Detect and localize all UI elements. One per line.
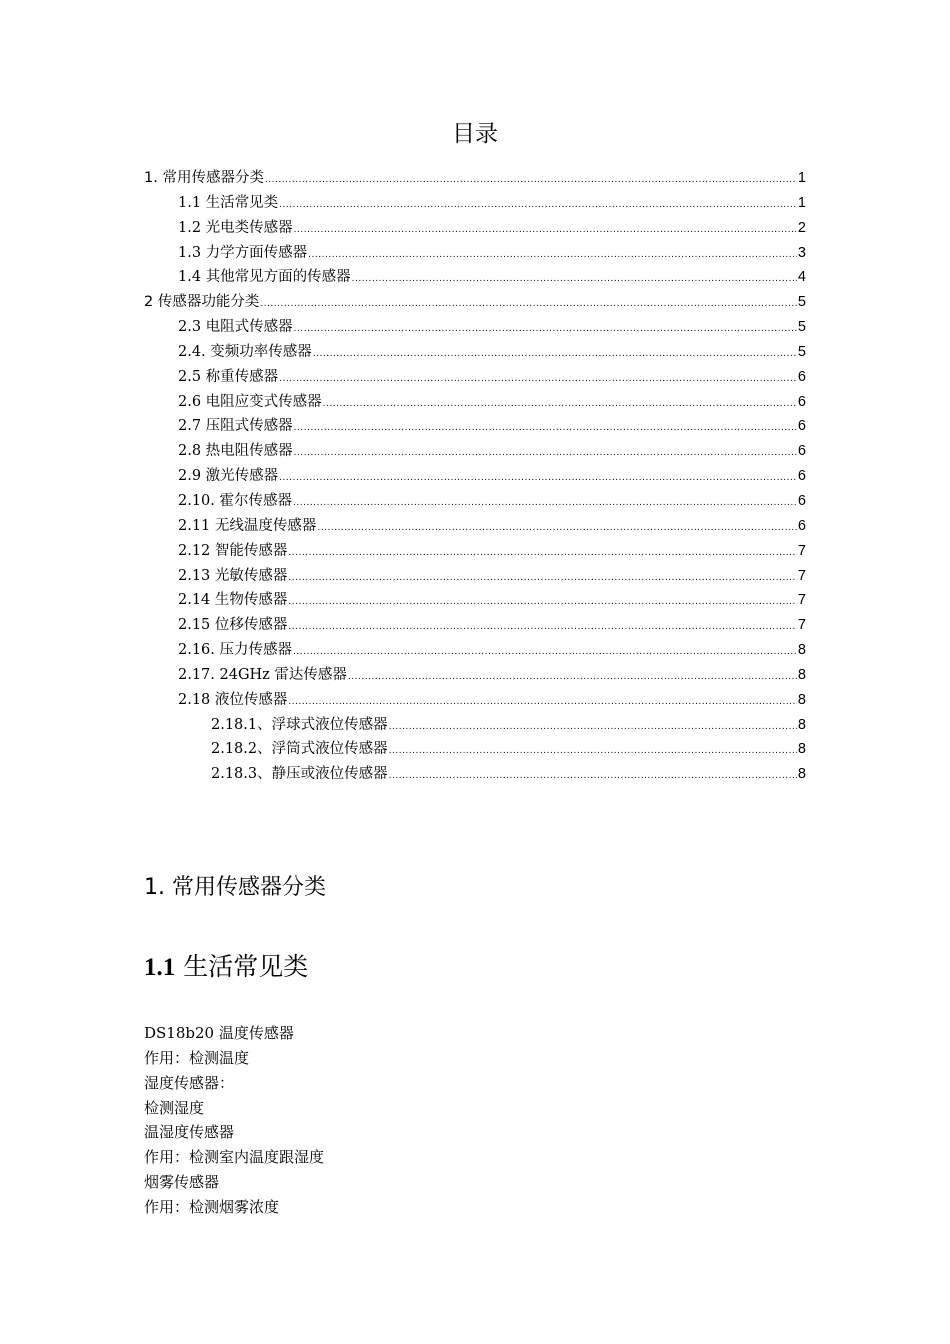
toc-entry-page: 8: [797, 666, 806, 683]
toc-entry-label: 2.11 无线温度传感器: [178, 517, 317, 534]
subsection-number: 1.1: [144, 954, 176, 981]
toc-dot-leader: [352, 274, 797, 284]
toc-dot-leader: [288, 573, 797, 583]
toc-entry-page: 1: [797, 170, 806, 186]
toc-entry-page: 8: [797, 642, 806, 659]
toc-dot-leader: [288, 697, 797, 707]
toc-entry-label: 2.4. 变频功率传感器: [178, 343, 312, 360]
section-heading: 1. 常用传感器分类: [144, 875, 326, 900]
toc-entry[interactable]: [144, 564, 806, 589]
toc-entry[interactable]: [144, 390, 806, 415]
toc-entry-page: 7: [797, 567, 806, 584]
toc-entry-page: 7: [797, 617, 806, 634]
toc-entry-label: 2.10. 霍尔传感器: [178, 492, 293, 509]
toc-entry-label: 2.5 称重传感器: [178, 368, 279, 385]
body-paragraph: 烟雾传感器: [144, 1173, 220, 1192]
toc-dot-leader: [288, 548, 797, 558]
toc-entry-label: 2.16. 压力传感器: [178, 642, 293, 659]
toc-dot-leader: [323, 399, 797, 409]
toc-dot-leader: [317, 523, 797, 533]
toc-entry-label: 2.14 生物传感器: [178, 592, 288, 609]
toc-entry-label: 2 传感器功能分类: [144, 294, 260, 311]
toc-entry[interactable]: [144, 713, 806, 738]
toc-entry-page: 6: [797, 393, 806, 410]
toc-dot-leader: [294, 225, 797, 235]
subsection-title: 生活常见类: [183, 952, 309, 981]
toc-entry[interactable]: [144, 216, 806, 241]
toc-entry-page: 6: [797, 368, 806, 385]
toc-entry-page: 6: [797, 517, 806, 534]
toc-dot-leader: [279, 374, 797, 384]
toc-entry[interactable]: [144, 489, 806, 514]
toc-entry[interactable]: [144, 613, 806, 638]
toc-entry[interactable]: [144, 340, 806, 365]
toc-entry-label: 1.3 力学方面传感器: [178, 244, 308, 261]
table-of-contents: [144, 166, 806, 787]
toc-entry-label: 2.3 电阻式传感器: [178, 319, 293, 336]
toc-entry-page: 2: [797, 219, 806, 236]
toc-dot-leader: [294, 423, 797, 433]
toc-entry-label: 2.18 液位传感器: [178, 691, 288, 708]
toc-dot-leader: [293, 647, 797, 657]
toc-dot-leader: [294, 448, 797, 458]
toc-entry-page: 8: [797, 741, 806, 758]
body-paragraph: 作用：检测室内温度跟湿度: [144, 1148, 325, 1167]
toc-entry-label: 2.17. 24GHz 雷达传感器: [178, 666, 347, 683]
toc-entry-label: 2.18.2、浮筒式液位传感器: [211, 741, 388, 758]
toc-dot-leader: [389, 771, 797, 781]
toc-entry-page: 5: [797, 319, 806, 336]
toc-entry[interactable]: [144, 365, 806, 390]
toc-entry[interactable]: [144, 414, 806, 439]
toc-dot-leader: [288, 622, 797, 632]
toc-dot-leader: [260, 299, 797, 309]
body-paragraph: 作用：检测温度: [144, 1048, 250, 1067]
body-paragraph: 湿度传感器：: [144, 1073, 235, 1092]
toc-dot-leader: [308, 250, 797, 260]
subsection-heading: [144, 950, 308, 985]
toc-entry-page: 6: [797, 492, 806, 509]
toc-entry-page: 8: [797, 691, 806, 708]
toc-dot-leader: [279, 200, 797, 210]
toc-entry-label: 2.18.1、浮球式液位传感器: [211, 716, 388, 733]
toc-entry-page: 6: [797, 418, 806, 435]
toc-entry[interactable]: [144, 439, 806, 464]
toc-entry-page: 6: [797, 468, 806, 485]
toc-entry-label: 2.6 电阻应变式传感器: [178, 393, 322, 410]
toc-entry[interactable]: [144, 737, 806, 762]
toc-entry-page: 5: [797, 343, 806, 360]
toc-entry-label: 2.7 压阻式传感器: [178, 418, 293, 435]
toc-entry-label: 1.1 生活常见类: [178, 194, 279, 211]
toc-entry[interactable]: [144, 688, 806, 713]
toc-entry[interactable]: [144, 539, 806, 564]
toc-entry-page: 8: [797, 766, 806, 783]
toc-entry-label: 2.18.3、静压或液位传感器: [211, 766, 388, 783]
body-paragraph: 作用：检测烟雾浓度: [144, 1197, 280, 1216]
section-body: [144, 1021, 806, 1220]
toc-entry[interactable]: [144, 514, 806, 539]
toc-entry-label: 2.9 激光传感器: [178, 468, 279, 485]
toc-entry-page: 4: [797, 269, 806, 286]
toc-dot-leader: [313, 349, 797, 359]
toc-entry-page: 7: [797, 542, 806, 559]
toc-entry-label: 2.13 光敏传感器: [178, 567, 288, 584]
toc-title: 目录: [452, 121, 498, 147]
toc-entry[interactable]: [144, 166, 806, 191]
toc-entry-page: 3: [797, 244, 806, 261]
toc-entry-page: 6: [797, 443, 806, 460]
toc-entry[interactable]: [144, 191, 806, 216]
toc-entry[interactable]: [144, 663, 806, 688]
toc-entry[interactable]: [144, 588, 806, 613]
toc-entry[interactable]: [144, 290, 806, 315]
toc-dot-leader: [279, 473, 797, 483]
toc-dot-leader: [389, 746, 797, 756]
toc-entry-label: 1. 常用传感器分类: [144, 170, 264, 186]
toc-dot-leader: [294, 324, 797, 334]
toc-dot-leader: [288, 597, 797, 607]
toc-entry[interactable]: [144, 464, 806, 489]
toc-dot-leader: [348, 672, 797, 682]
toc-entry-label: 1.4 其他常见方面的传感器: [178, 269, 351, 286]
toc-entry-page: 8: [797, 716, 806, 733]
toc-dot-leader: [293, 498, 797, 508]
toc-entry-label: 2.12 智能传感器: [178, 542, 288, 559]
toc-entry[interactable]: [144, 265, 806, 290]
toc-entry-label: 1.2 光电类传感器: [178, 219, 293, 236]
toc-entry-label: 2.15 位移传感器: [178, 617, 288, 634]
toc-entry-page: 1: [797, 194, 806, 211]
toc-dot-leader: [389, 722, 797, 732]
toc-entry-page: 7: [797, 592, 806, 609]
toc-dot-leader: [265, 175, 797, 185]
body-paragraph: DS18b20 温度传感器: [144, 1024, 294, 1042]
toc-entry[interactable]: [144, 241, 806, 266]
toc-entry[interactable]: [144, 638, 806, 663]
toc-entry-label: 2.8 热电阻传感器: [178, 443, 293, 460]
toc-entry-page: 5: [797, 294, 806, 311]
toc-entry[interactable]: [144, 315, 806, 340]
toc-entry[interactable]: [144, 762, 806, 787]
body-paragraph: 温湿度传感器: [144, 1123, 235, 1142]
body-paragraph: 检测湿度: [144, 1098, 205, 1117]
